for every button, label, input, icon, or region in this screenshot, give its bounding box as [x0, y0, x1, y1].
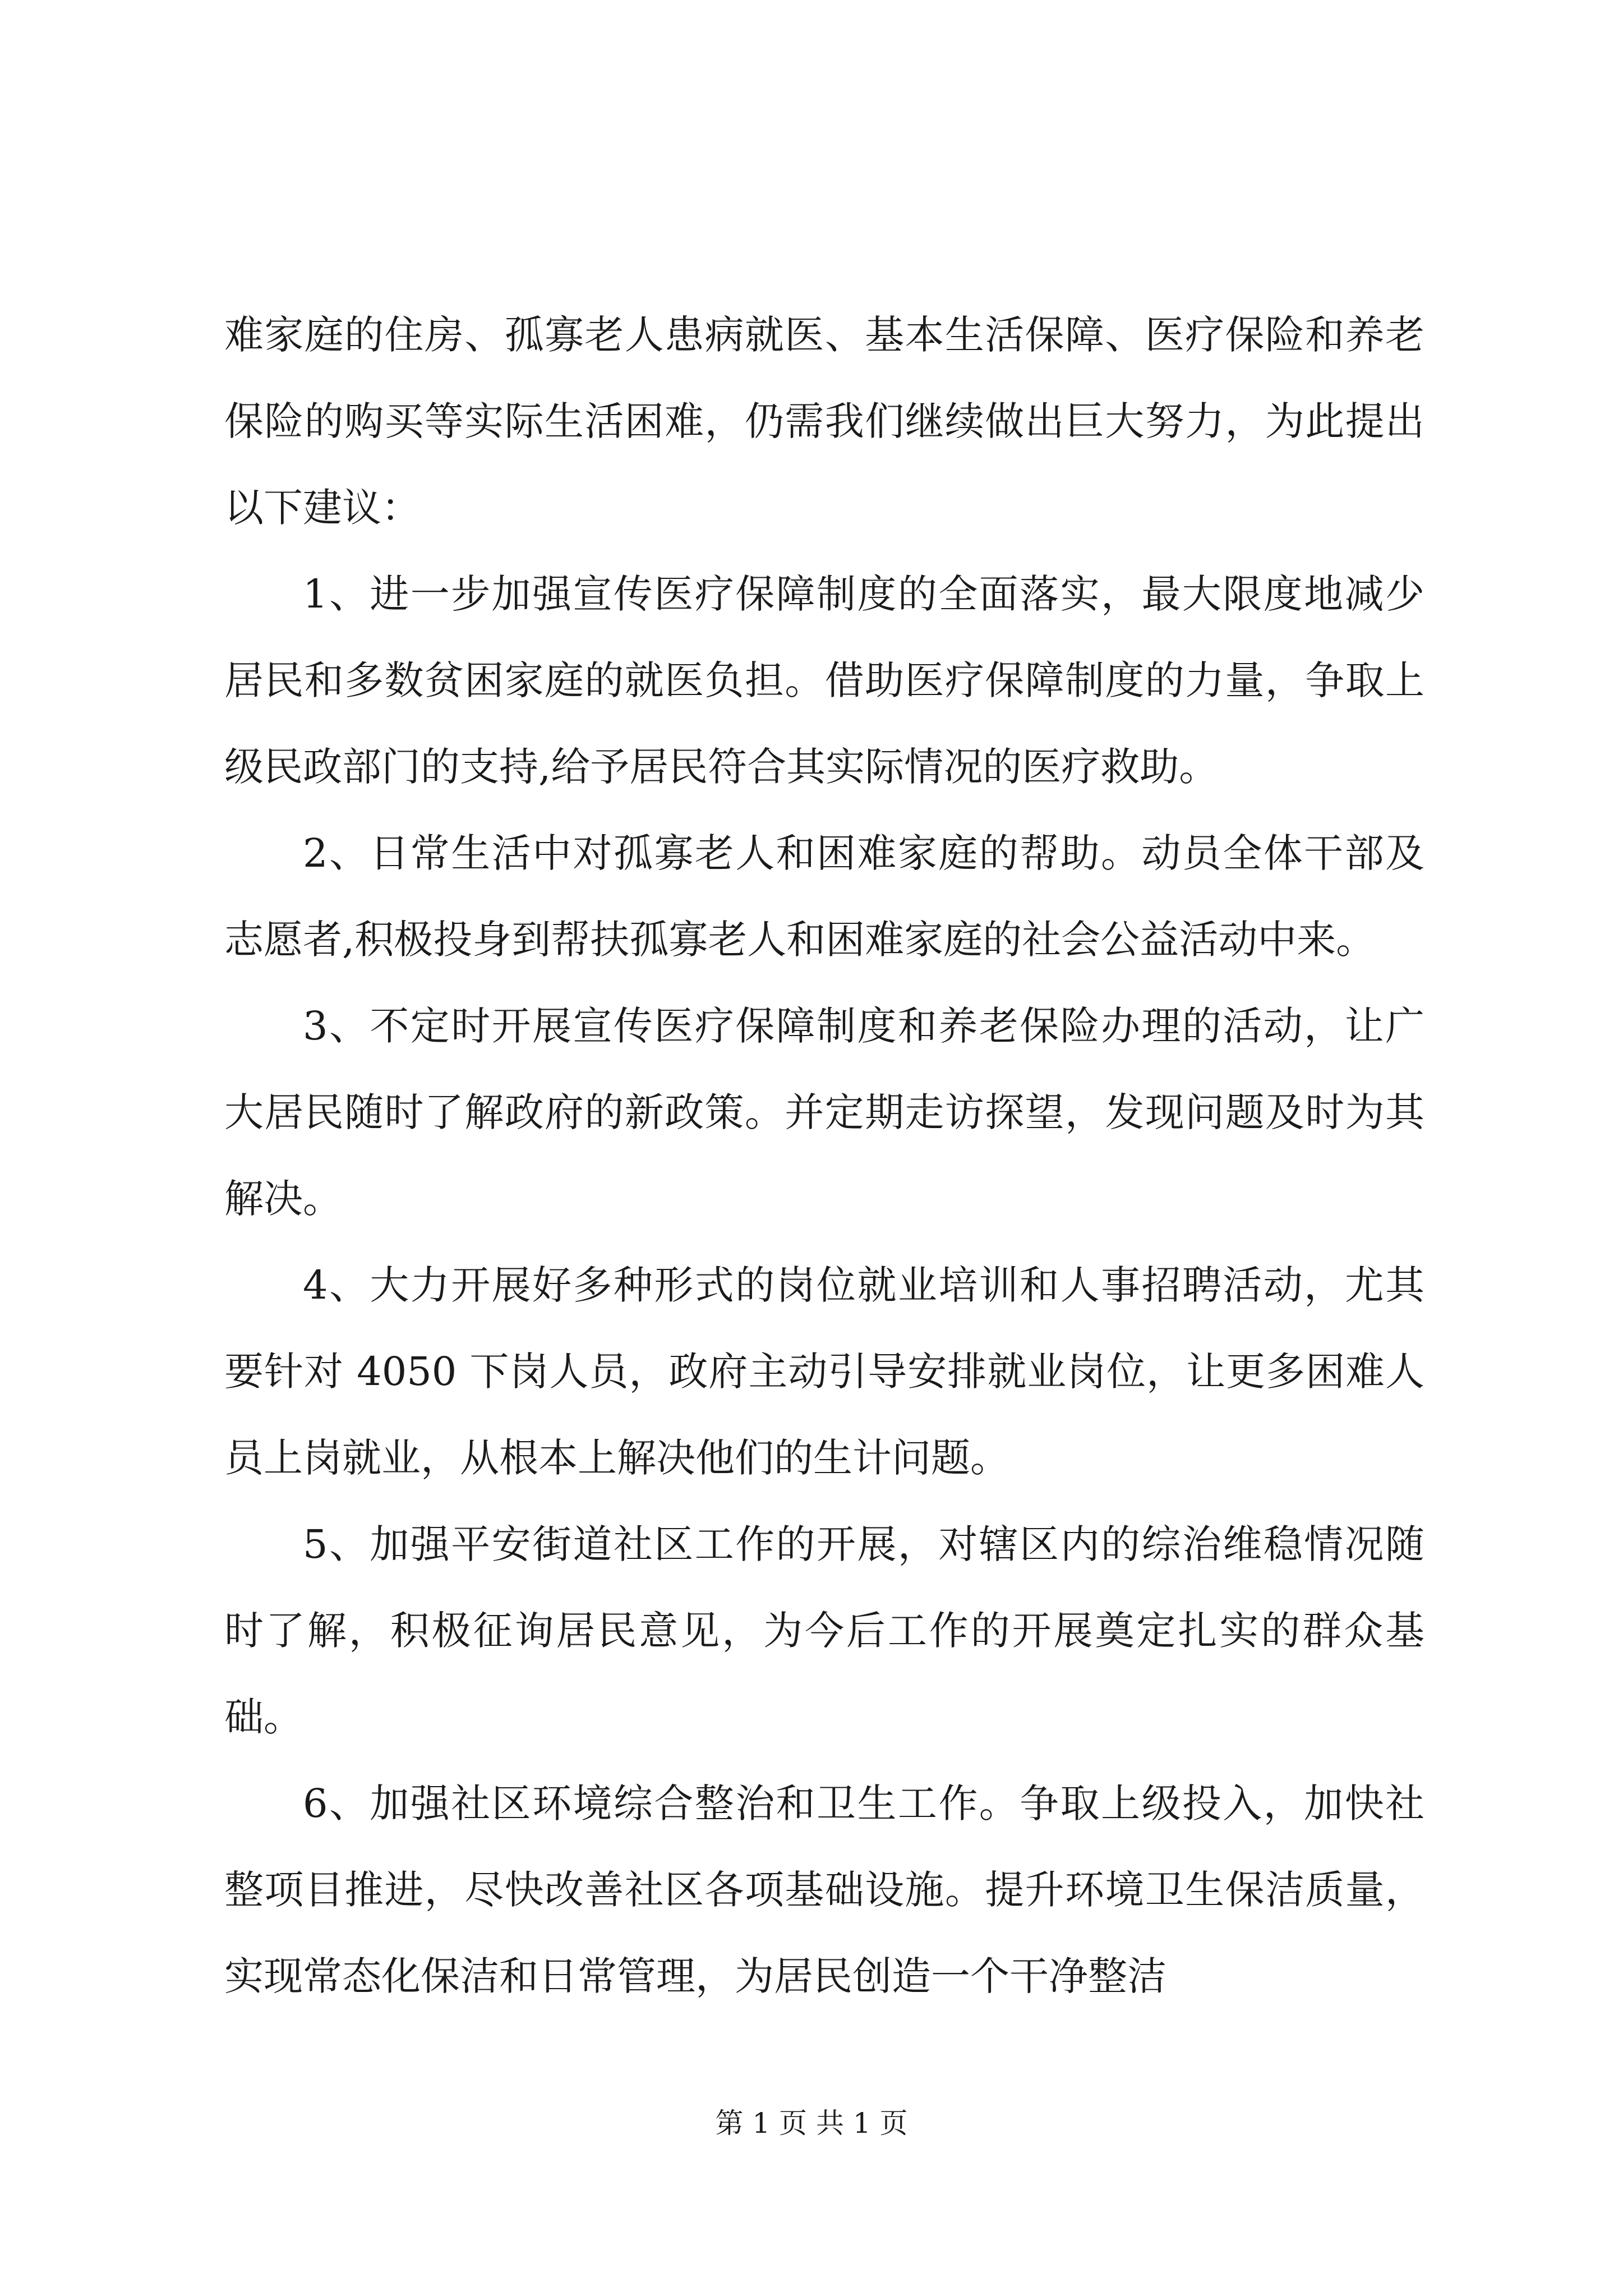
paragraph-suggestion-6: 6、加强社区环境综合整治和卫生工作。争取上级投入，加快社整项目推进，尽快改善社区各项基础设施。提升环境卫生保洁质量，实现常态化保洁和日常管理，为居民创造一个干净整洁	[224, 1780, 1424, 1999]
paragraph-suggestion-3: 3、不定时开展宣传医疗保障制度和养老保险办理的活动，让广大居民随时了解政府的新政策。并定期走访探望，发现问题及时为其解决。	[224, 1003, 1424, 1222]
paragraph-suggestion-2: 2、日常生活中对孤寡老人和困难家庭的帮助。动员全体干部及志愿者,积极投身到帮扶孤寡老人和困难家庭的社会公益活动中来。	[224, 830, 1424, 963]
page-footer	[0, 2106, 1623, 2140]
paragraph-suggestion-1: 1、进一步加强宣传医疗保障制度的全面落实，最大限度地减少居民和多数贫困家庭的就医负担。借助医疗保障制度的力量，争取上级民政部门的支持,给予居民符合其实际情况的医疗救助。	[224, 571, 1424, 790]
paragraph-intro: 难家庭的住房、孤寡老人患病就医、基本生活保障、医疗保险和养老保险的购买等实际生活困难，仍需我们继续做出巨大努力，为此提出以下建议：	[224, 312, 1424, 531]
paragraph-suggestion-4: 4、大力开展好多种形式的岗位就业培训和人事招聘活动，尤其要针对 4050 下岗人员，政府主动引导安排就业岗位，让更多困难人员上岗就业，从根本上解决他们的生计问题。	[224, 1262, 1424, 1481]
paragraph-suggestion-5: 5、加强平安街道社区工作的开展，对辖区内的综治维稳情况随时了解，积极征询居民意见，为今后工作的开展奠定扎实的群众基础。	[224, 1521, 1424, 1740]
page-number-label: 第 1 页 共 1 页	[715, 2107, 908, 2139]
document-body	[224, 292, 1424, 2019]
